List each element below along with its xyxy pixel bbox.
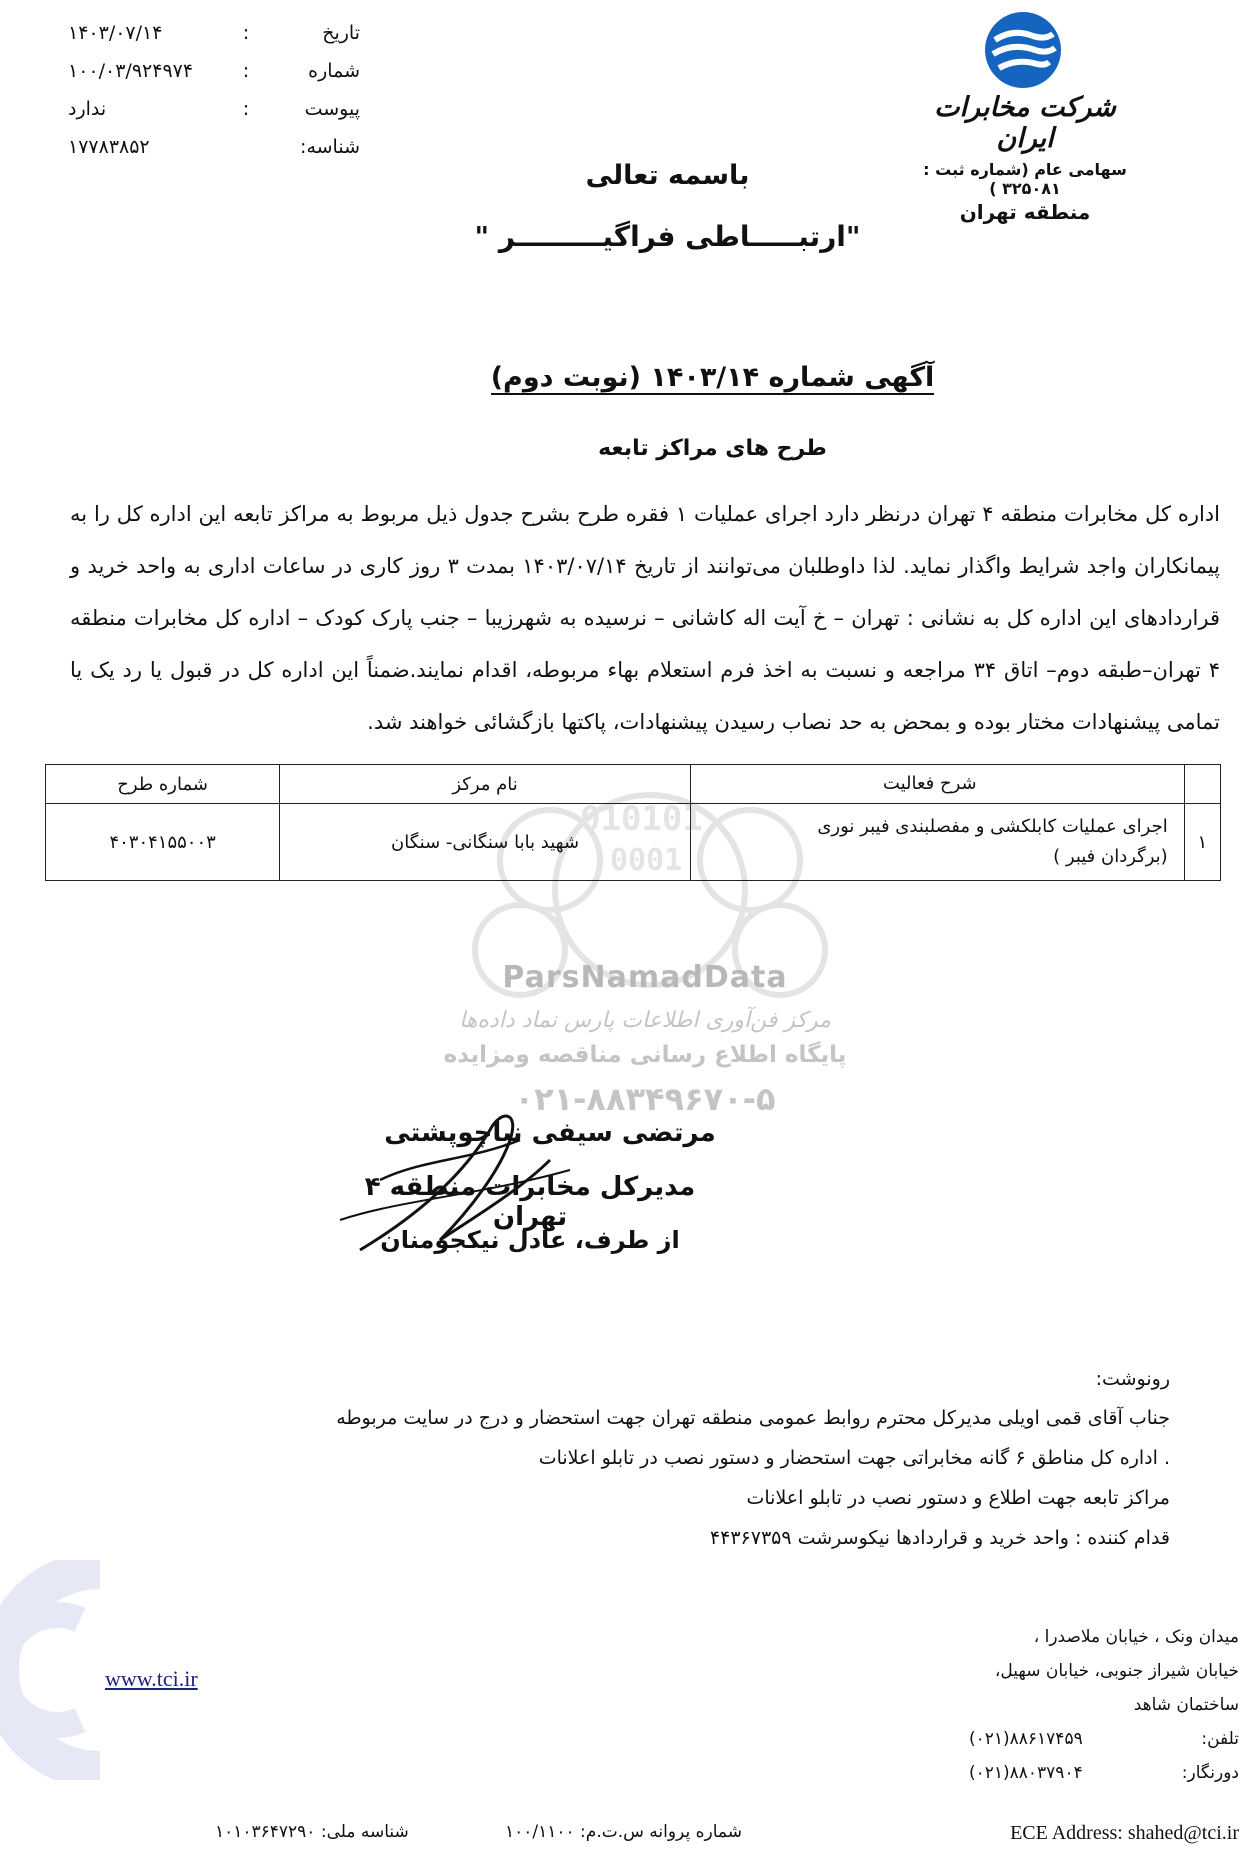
plan-title: طرح های مراکز تابعه	[598, 436, 827, 461]
cell-row-number: ۱	[1184, 804, 1220, 881]
table-row	[46, 804, 1221, 881]
cell-activity	[690, 804, 1184, 881]
watermark-line2: پایگاه اطلاع رسانی مناقصه ومزایده	[443, 1042, 847, 1068]
cc-label: رونوشت:	[1095, 1368, 1170, 1390]
signatory-name: مرتضی سیفی نیاچوپشتی	[384, 1118, 716, 1148]
cell-plan-number: ۴۰۳۰۴۱۵۵۰۰۳	[46, 804, 280, 881]
company-region: منطقه تهران	[959, 200, 1091, 224]
basmala-heading: باسمه تعالی	[585, 160, 750, 191]
col-header-center-name: نام مرکز	[280, 765, 691, 804]
notice-title-text: آگهی شماره ۱۴۰۳/۱۴ (نوبت دوم)	[490, 362, 935, 393]
col-header-plan-number: شماره طرح	[46, 765, 280, 804]
website-link[interactable]: www.tci.ir	[105, 1666, 198, 1691]
svg-text:0001: 0001	[610, 843, 683, 878]
meta-attachment-label: پیوست	[304, 98, 360, 120]
carbon-copy-section	[270, 1368, 1170, 1558]
footer-address	[939, 1620, 1239, 1790]
meta-attachment-value: ندارد	[68, 98, 107, 120]
meta-colon: :	[242, 98, 250, 120]
footer-bottom-bar	[0, 1822, 1255, 1848]
fax-label: دورنگار:	[1181, 1763, 1239, 1783]
phone-value: (۰۲۱)۸۸۶۱۷۴۵۹	[969, 1729, 1083, 1749]
table-header-row	[46, 765, 1221, 804]
meta-date-value: ۱۴۰۳/۰۷/۱۴	[68, 22, 163, 44]
fax-value: (۰۲۱)۸۸۰۳۷۹۰۴	[969, 1763, 1083, 1783]
cc-line: جناب آقای قمی اویلی مدیرکل محترم روابط عمومی منطقه تهران جهت استحضار و درج در سایت مربوطه	[336, 1407, 1170, 1429]
license-number: شماره پروانه س.ت.م: ۱۰۰/۱۱۰۰	[505, 1822, 742, 1842]
meta-id-value: ۱۷۷۸۳۸۵۲	[68, 136, 150, 158]
cc-line: مراکز تابعه جهت اطلاع و دستور نصب در تابلو اعلانات	[746, 1487, 1170, 1509]
meta-number-row	[60, 52, 360, 90]
meta-date-row	[60, 14, 360, 52]
meta-date-label: تاریخ	[322, 22, 360, 44]
signatory-title: مدیرکل مخابرات منطقه ۴ تهران	[364, 1172, 696, 1232]
letter-meta	[60, 14, 360, 166]
slogan: "ارتبـــــاطی فراگیـــــــــر "	[474, 220, 861, 253]
cc-line: . اداره کل مناطق ۶ گانه مخابراتی جهت استحضار و دستور نصب در تابلو اعلانات	[538, 1447, 1170, 1469]
signatory-on-behalf: از طرف، عادل نیکجومنان	[380, 1226, 680, 1254]
cell-activity-line2: (برگردان فیبر )	[1053, 846, 1168, 867]
ece-address: ECE Address: shahed@tci.ir	[1010, 1822, 1239, 1844]
col-header-row-number	[1184, 765, 1220, 804]
address-line: میدان ونک ، خیابان ملاصدرا ،	[1033, 1627, 1239, 1647]
address-line: خیابان شیراز جنوبی، خیابان سهیل،	[994, 1661, 1239, 1681]
col-header-activity: شرح فعالیت	[690, 765, 1184, 804]
watermark-brand: ParsNamadData	[502, 960, 788, 995]
national-id: شناسه ملی: ۱۰۱۰۳۶۴۷۲۹۰	[215, 1822, 409, 1842]
fax-row	[939, 1756, 1239, 1790]
notice-body: اداره کل مخابرات منطقه ۴ تهران درنظر دارد اجرای عملیات ۱ فقره طرح بشرح جدول ذیل مربوط به مراکز تابعه این اداره کل را به پیمانکاران واجد شرایط واگذار نماید. لذا داوطلبان می‌توانند از تاریخ ۱۴۰۳/۰۷/۱۴ بمدت ۳ روز کاری در ساعات اداری به واحد خرید و قراردادهای این اداره کل به نشانی : تهران – خ آیت اله کاشانی – نرسیده به شهرزیبا – جنب پارک کودک – اداره کل مخابرات منطقه ۴ تهران–طبقه دوم– اتاق ۳۴ مراجعه و نسبت به اخذ فرم استعلام بهاء مربوطه، اقدام نمایند.ضمناً این اداره کل در قبول یا رد یک یا تمامی پیشنهادات مختار بوده و بمحض به حد نصاب رسیدن پیشنهادات، پاکتها بازگشائی خواهند شد.	[70, 502, 1220, 734]
company-registration: سهامی عام (شماره ثبت : ۳۲۵۰۸۱ )	[923, 160, 1127, 198]
watermark-line1: مرکز فن‌آوری اطلاعات پارس نماد داده‌ها	[459, 1008, 831, 1033]
cell-center-name: شهید بابا سنگانی- سنگان	[280, 804, 691, 881]
phone-label: تلفن:	[1201, 1729, 1239, 1749]
meta-number-value: ۱۰۰/۰۳/۹۲۴۹۷۴	[68, 60, 194, 82]
cc-line: قدام کننده : واحد خرید و قراردادها نیکوسرشت ۴۴۳۶۷۳۵۹	[709, 1527, 1170, 1549]
plans-table	[45, 764, 1221, 881]
meta-colon: :	[242, 60, 250, 82]
company-name: شرکت مخابرات ایران	[934, 92, 1116, 154]
meta-attachment-row	[60, 90, 360, 128]
meta-colon: :	[242, 22, 250, 44]
address-line: ساختمان شاهد	[1133, 1695, 1239, 1715]
phone-row	[939, 1722, 1239, 1756]
meta-id-label: شناسه:	[300, 136, 360, 158]
svg-text:010101: 010101	[580, 799, 703, 839]
watermark-phone: ۰۲۱-۸۸۳۴۹۶۷۰-۵	[514, 1080, 776, 1118]
meta-number-label: شماره	[308, 60, 360, 82]
notice-title	[0, 362, 1255, 393]
tci-logo-icon	[983, 10, 1063, 90]
cell-activity-line1: اجرای عملیات کابلکشی و مفصلبندی فیبر نوری	[817, 816, 1168, 837]
